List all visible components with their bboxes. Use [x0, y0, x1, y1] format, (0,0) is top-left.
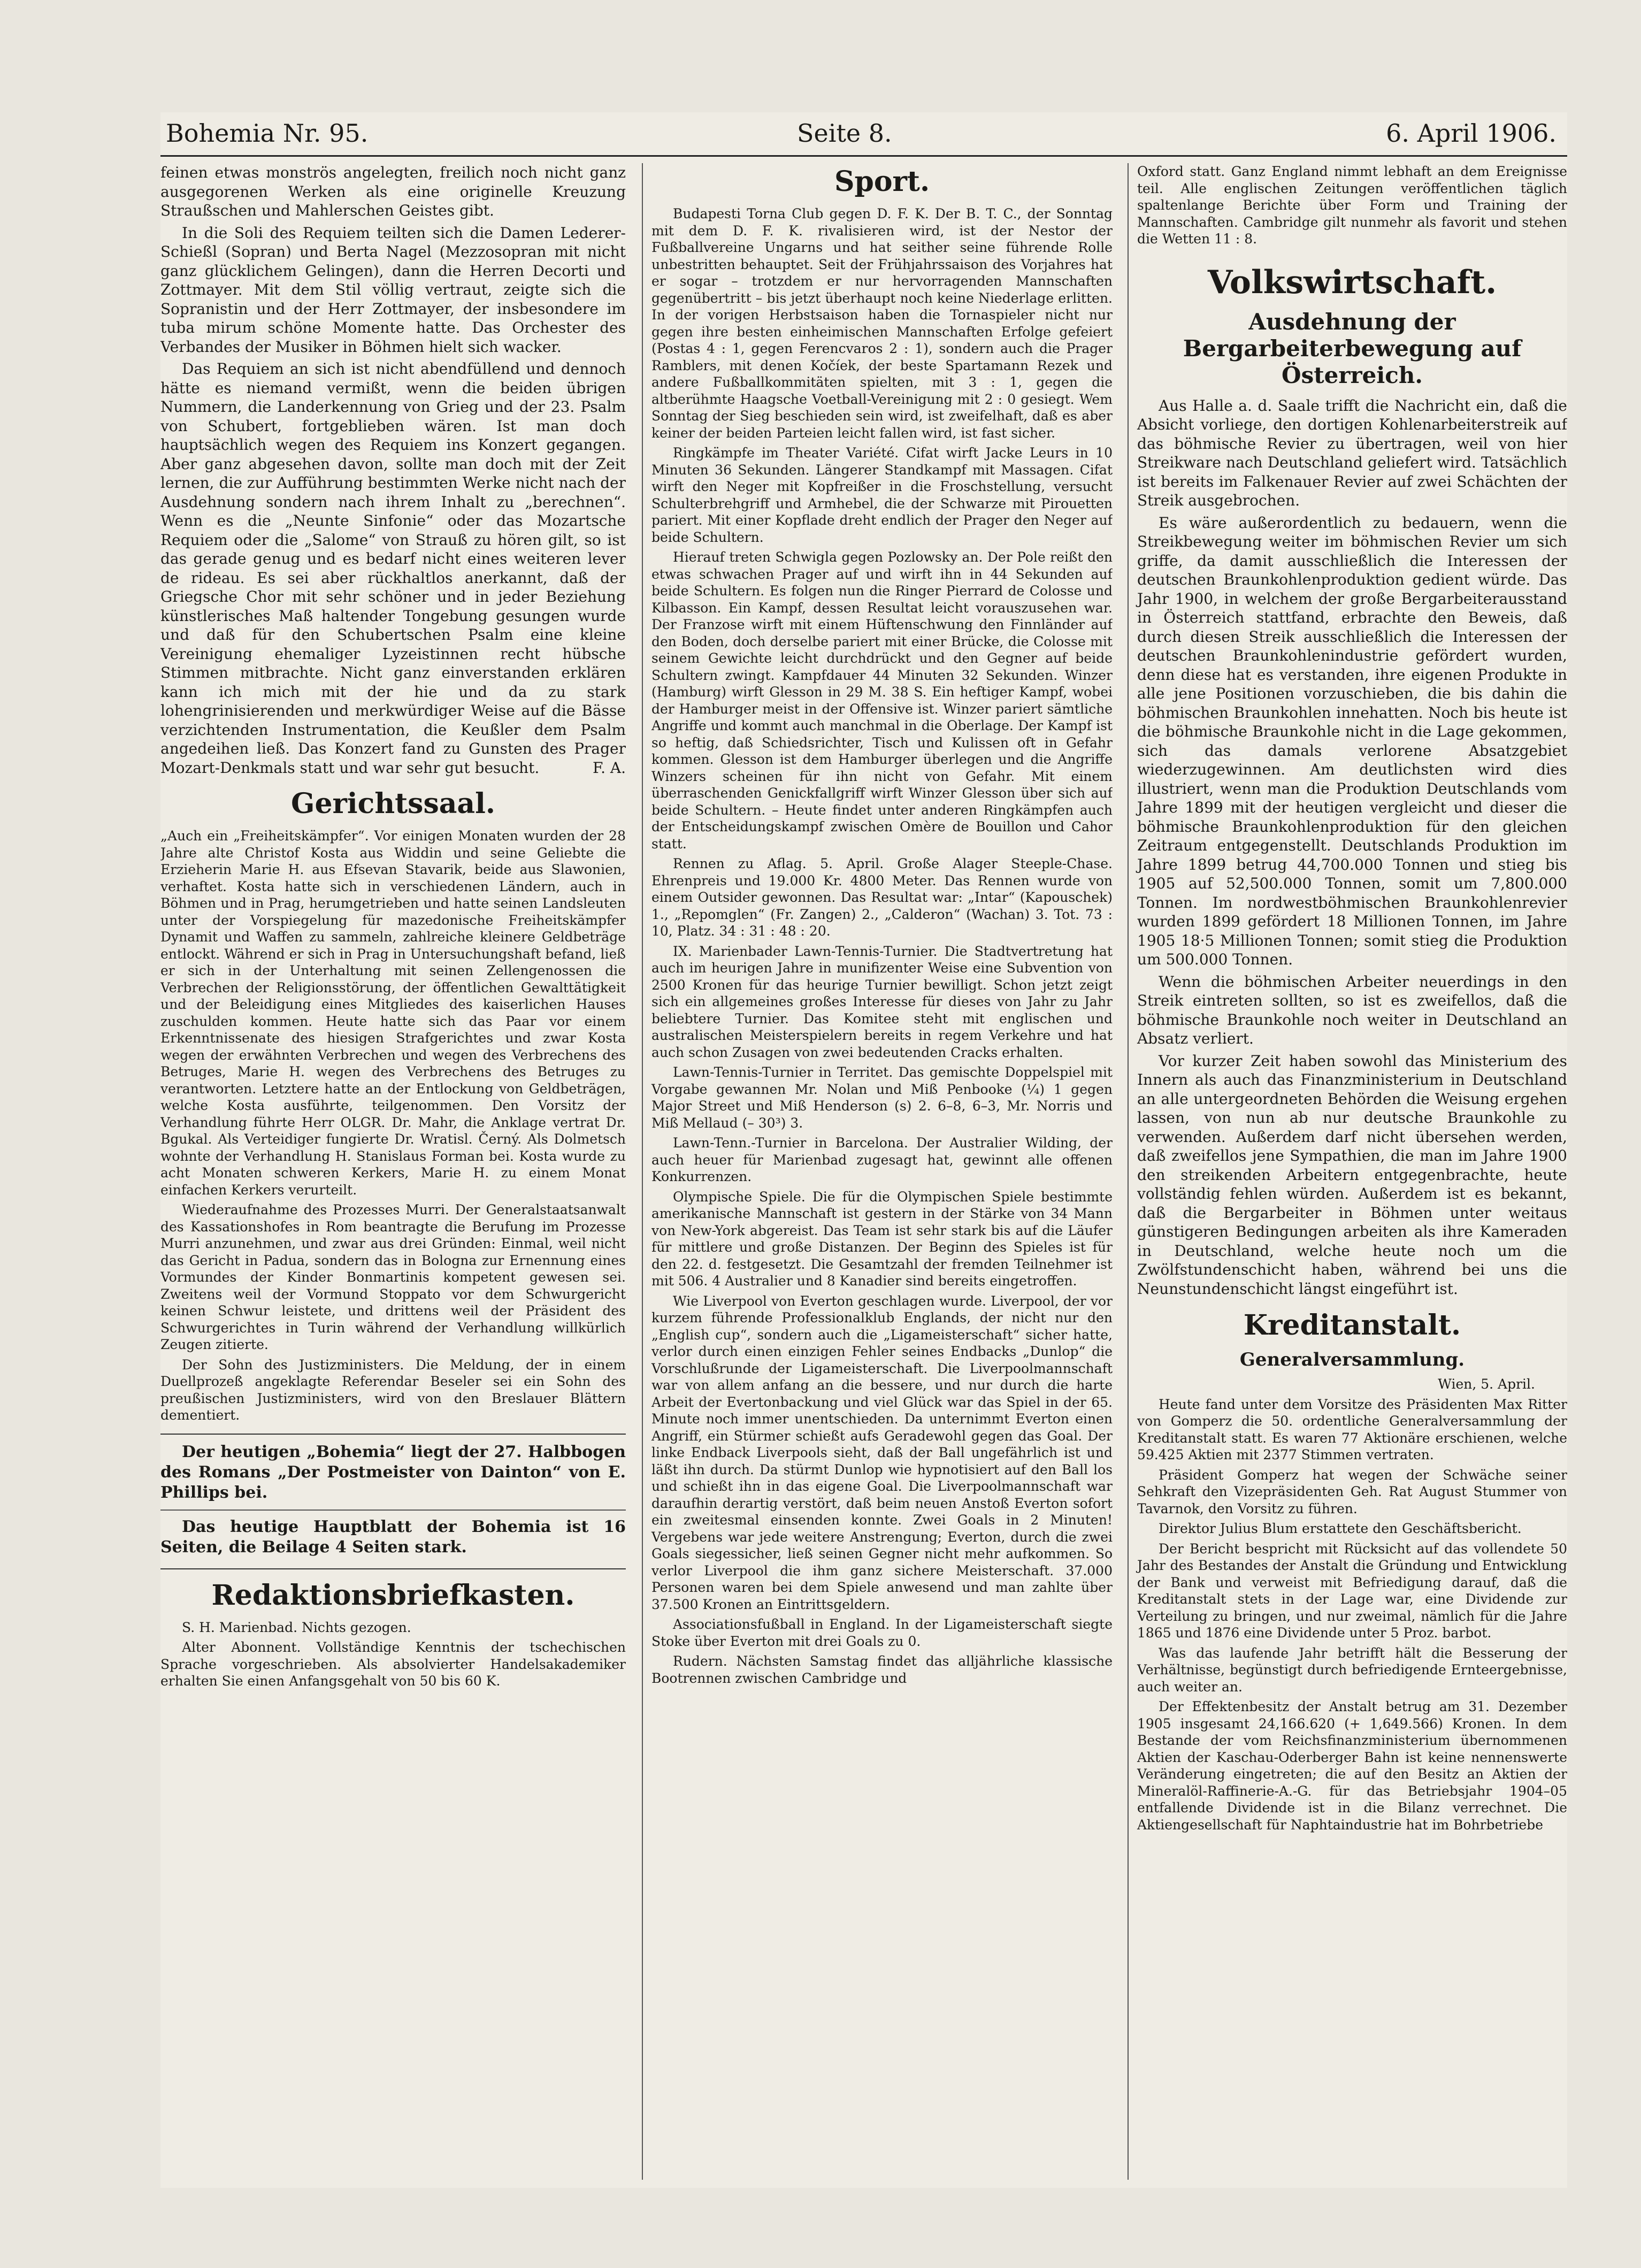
kredit-vorsitz: Heute fand unter dem Vorsitze des Präsidenten Max Ritter von Gomperz die 50. ordentliche Generalversammlung der Kreditanstalt statt. Es waren 77 Aktionäre erschienen, welche 59.425 Aktien mit 2377 Stimmen vertraten.	[1137, 1396, 1567, 1462]
sport-barcelona-tennis: Lawn-Tenn.-Turnier in Barcelona. Der Australier Wilding, der auch heuer für Marienbad zugesagt hat, gewinnt alle offenen Konkurrenzen.	[651, 1135, 1113, 1184]
letterbox-entry-1: S. H. Marienbad. Nichts gezogen.	[182, 1619, 411, 1635]
dateline-wien: Wien, 5. April.	[1438, 1376, 1535, 1392]
music-review-soloists: In die Soli des Requiem teilten sich die Damen Lederer-Schießl (Sopran) und Berta Nagel (Mezzosopran mit nicht ganz glücklichem Gelingen), dann die Herren Decorti und Zottmayer. Mit dem Stil völlig vertraut, zeigte sich die Sopranistin und der Herr Zottmayer, der insbesondere im tuba mirum schöne Momente hatte. Das Orchester des Verbandes der Musiker in Böhmen hielt sich wacker.	[160, 224, 626, 356]
letterbox-entry-2: Alter Abonnent. Vollständige Kenntnis der tschechischen Sprache vorgeschrieben. Als absolvierter Handelsakademiker erhalten Sie einen Anfangsgehalt von 50 bis 60 K.	[160, 1639, 626, 1689]
page-header	[160, 119, 1567, 156]
sport-territet-tennis: Lawn-Tennis-Turnier in Territet. Das gemischte Doppelspiel mit Vorgabe gewannen Mr. Nolan und Miß Penbooke (¼) 1 gegen Major Street und Miß Henderson (s) 2. 6–8, 6–3, Mr. Norris und Miß Mellaud (– 30³) 3.	[651, 1064, 1113, 1131]
review-signature: F. A.	[593, 759, 626, 777]
sport-olympische-spiele: Olympische Spiele. Die für die Olympischen Spiele bestimmte amerikanische Mannschaft ist gestern in der Stärke von 34 Mann von New-York abgereist. Das Team ist sehr stark bis auf die Läufer für mittlere und große Distanzen. Der Beginn des Spieles ist für den 22. d. festgesetzt. Die Gesamtzahl der fremden Teilnehmer ist mit 506. 4 Australier und 8 Kanadier sind bereits eingetroffen.	[651, 1189, 1113, 1289]
notice-page-count: Das heutige Hauptblatt der Bohemia ist 16 Seiten, die Beilage 4 Seiten stark.	[160, 1517, 626, 1557]
column-left	[160, 163, 626, 2180]
kredit-effektenbesitz: Der Effektenbesitz der Anstalt betrug am 31. Dezember 1905 insgesamt 24,166.620 (+ 1,649.566) Kronen. In dem Bestande der vom Reichsfinanzministerium übernommenen Aktien der Kaschau-Oderberger Bahn ist keine nennenswerte Veränderung eingetreten; die auf den Besitz an Aktien der Mineralöl-Raffinerie-A.-G. für das Betriebsjahr 1904–05 entfallende Dividende ist in die Bilanz verrechnet. Die Aktiengesellschaft für Naphtaindustrie hat im Bohrbetriebe	[1137, 1699, 1567, 1833]
economy-braunkohle: Es wäre außerordentlich zu bedauern, wenn die Streikbewegung weiter im böhmischen Revier um sich griffe, da damit ausschließlich die Interessen der deutschen Braunkohlenproduktion gedient würde. Das Jahr 1900, in welchem der große Bergarbeiterausstand in Österreich stattfand, erbrachte den Beweis, daß durch diesen Streik ausschließlich die Interessen der deutschen Braunkohlenindustrie gefördert wurden, denn diese hat es verstanden, ihre eigenen Produkte in alle jene Positionen vorzuschieben, die bis dahin die böhmischen Braunkohlen innehatten. Noch bis heute ist die böhmische Braunkohle nicht in die Lage gekommen, sich das damals verlorene Absatzgebiet wiederzugewinnen. Am deutlichsten wird dies illustriert, wenn man die Produktion Deutschlands vom Jahre 1899 mit der heutigen vergleicht und dieser die böhmische Braunkohlenproduktion für den gleichen Zeitraum entgegenstellt. Deutschlands Produktion im Jahre 1899 betrug 44,700.000 Tonnen und stieg bis 1905 auf 52,500.000 Tonnen, somit um 7,800.000 Tonnen. Im nordwestböhmischen Braunkohlenrevier wurden 1899 gefördert 18 Millionen Tonnen, im Jahre 1905 18·5 Millionen Tonnen; somit stieg die Produktion um 500.000 Tonnen.	[1137, 514, 1567, 968]
economy-ministerium: Vor kurzer Zeit haben sowohl das Ministerium des Innern als auch das Finanzministerium in Deutschland an alle untergeordneten Behörden die Weisung ergehen lassen, von nun ab nur deutsche Braunkohle zu verwenden. Außerdem darf nicht übersehen werden, daß zweifellos jene Sympathien, die man im Jahre 1900 den streikenden Arbeitern entgegenbrachte, heute vollständig fehlen würden. Außerdem ist es bekannt, daß die Bergarbeiter in Böhmen unter weitaus günstigeren Bedingungen arbeiten als ihre Kameraden in Deutschland, welche heute noch um die Zwölfstundenschicht haben, während bei uns die Neunstundenschicht längst eingeführt ist.	[1137, 1052, 1567, 1298]
sport-ringkaempfe-2: Hierauf treten Schwigla gegen Pozlowsky an. Der Pole reißt den etwas schwachen Prager auf und wirft ihn in 44 Sekunden auf beide Schultern. Es folgen nun die Ringer Pierrard de Colosse und Kilbasson. Ein Kampf, dessen Resultat leicht vorauszusehen war. Der Franzose wirft mit einem Hüftenschwung den Finnländer auf den Boden, doch derselbe pariert mit einer Brücke, die Colosse mit seinem Gewichte leicht durchdrückt und den Gegner auf beide Schultern zwingt. Kampfdauer 44 Minuten 32 Sekunden. Winzer (Hamburg) wirft Glesson in 29 M. 38 S. Ein heftiger Kampf, wobei der Hamburger meist in der Offensive ist. Winzer pariert sämtliche Angriffe und kommt auch manchmal in die Oberlage. Der Kampf ist so heftig, daß Schiedsrichter, Tisch und Kulissen oft in Gefahr kommen. Glesson ist dem Hamburger überlegen und die Angriffe Winzers scheinen für ihn nicht von Gefahr. Mit einem überraschenden Genickfallgriff wirft Winzer Glesson über sich auf beide Schultern. – Heute findet unter anderen Ringkämpfen auch der Entscheidungskampf zwischen Omère de Bouillon und Cahor statt.	[651, 549, 1113, 852]
court-freiheitskaempfer: „Auch ein „Freiheitskämpfer“. Vor einigen Monaten wurden der 28 Jahre alte Christof Kosta aus Widdin und seine Geliebte die Erzieherin Marie H. aus Efsevan Stavarik, beide aus Slawonien, verhaftet. Kosta hatte sich in verschiedenen Ländern, auch in Böhmen und in Prag, herumgetrieben und hatte seinen Landsleuten unter der Vorspiegelung für mazedonische Freiheitskämpfer Dynamit und Waffen zu sammeln, zahlreiche kleinere Geldbeträge entlockt. Während er sich in Prag in Untersuchungshaft befand, ließ er sich in der Unterhaltung mit seinen Zellengenossen die Verbrechen der Religionsstörung, der öffentlichen Gewalttätigkeit und der Beleidigung eines Mitgliedes des kaiserlichen Hauses zuschulden kommen. Heute hatte sich das Paar vor einem Erkenntnissenate des hiesigen Strafgerichtes und zwar Kosta wegen der erwähnten Verbrechen und wegen des Verbrechens des Betruges, Marie H. wegen des Verbrechens des Betruges zu verantworten. Letztere hatte an der Entlockung von Geldbeträgen, welche Kosta ausführte, teilgenommen. Den Vorsitz der Verhandlung führte Herr OLGR. Dr. Mahr, die Anklage vertrat Dr. Bgukal. Als Verteidiger fungierte Dr. Wratisl. Černý. Als Dolmetsch wohnte der Verhandlung H. Stanislaus Forman bei. Kosta wurde zu acht Monaten schweren Kerkers, Marie H. zu einem Monat einfachen Kerkers verurteilt.	[160, 828, 626, 1198]
music-review-continued: feinen etwas monströs angelegten, freilich noch nicht ganz ausgegorenen Werken als eine originelle Kreuzung Straußschen und Mahlerschen Geistes gibt.	[160, 164, 626, 219]
notice-box	[160, 1434, 626, 1569]
article-subtitle-generalversammlung: Generalversammlung.	[1239, 1349, 1465, 1370]
header-date: 6. April 1906.	[1386, 119, 1556, 148]
section-title-kreditanstalt: Kreditanstalt.	[1243, 1309, 1461, 1342]
economy-absatz: Wenn die böhmischen Arbeiter neuerdings in den Streik eintreten sollten, so ist es zweifellos, daß die böhmische Braunkohle noch weiter in Deutschland an Absatz verliert.	[1137, 972, 1567, 1047]
kredit-blum: Direktor Julius Blum erstattete den Geschäftsbericht.	[1159, 1521, 1522, 1536]
sport-rudern: Rudern. Nächsten Samstag findet das alljährliche klassische Bootrennen zwischen Cambridge und	[651, 1653, 1113, 1686]
section-title-gerichtssaal: Gerichtssaal.	[291, 787, 495, 820]
kredit-laufendes-jahr: Was das laufende Jahr betrifft hält die Besserung der Verhältnisse, begünstigt durch befriedigende Ernteergebnisse, auch weiter an.	[1137, 1645, 1567, 1695]
header-masthead: Bohemia Nr. 95.	[166, 119, 369, 148]
court-justizminister: Der Sohn des Justizministers. Die Meldung, der in einem Duellprozeß angeklagte Referendar Beseler sei ein Sohn des preußischen Justizministers, wird von den Breslauer Blättern dementiert.	[160, 1357, 626, 1423]
sport-liverpool-everton: Wie Liverpool von Everton geschlagen wurde. Liverpool, der vor kurzem führende Professionalklub Englands, der nicht nur den „English cup“, sondern auch die „Ligameisterschaft“ sicher hatte, verlor durch einen einzigen Fehler seines Endbacks „Dunlop“ die Vorschlußrunde der Ligameisterschaft. Die Liverpoolmannschaft war von allem anfang an die bessere, und nur durch die harte Arbeit der Evertonbackung und viel Glück war das Spiel in der 65. Minute noch immer unentschieden. Da unternimmt Everton einen Angriff, ein Stürmer schießt aufs Geradewohl gegen das Goal. Der linke Endback Liverpools sieht, daß der Ball ungefährlich ist und läßt ihn durch. Da stürmt Dunlop wie hypnotisiert auf den Ball los und schießt ihn in das eigene Goal. Die Liverpoolmannschaft war daraufhin derartig verstört, daß beim neuen Anstoß Everton sofort ein zweitesmal einsenden konnte. Zwei Goals in 2 Minuten! Vergebens war jede weitere Anstrengung; Everton, durch die zwei Goals siegessicher, ließ seinen Gegner nicht mehr aufkommen. So verlor Liverpool die ihm ganz sichere Meisterschaft. 37.000 Personen waren bei dem Spiele anwesend und man zahlte über 37.500 Kronen an Eintrittsgeldern.	[651, 1293, 1113, 1612]
header-page-number: Seite 8.	[797, 119, 892, 148]
section-title-sport: Sport.	[834, 165, 930, 198]
column-right	[1128, 163, 1567, 2180]
article-title-bergarbeiter: Ausdehnung der Bergarbeiterbewegung auf Österreich.	[1183, 308, 1522, 388]
newspaper-page	[160, 112, 1567, 2188]
notice-novel-supplement: Der heutigen „Bohemia“ liegt der 27. Halbbogen des Romans „Der Postmeister von Dainton“ von E. Phillips bei.	[160, 1442, 626, 1502]
column-middle	[642, 163, 1113, 2180]
kredit-gomperz: Präsident Gomperz hat wegen der Schwäche seiner Sehkraft den Vizepräsidenten Geh. Rat August Stummer von Tavarnok, den Vorsitz zu führen.	[1137, 1467, 1567, 1516]
sport-rudern-continued: Oxford statt. Ganz England nimmt lebhaft an dem Ereignisse teil. Alle englischen Zeitungen veröffentlichen täglich spaltenlange Berichte über Form und Training der Mannschaften. Cambridge gilt nunmehr als favorit und stehen die Wetten 11 : 8.	[1137, 164, 1567, 247]
sport-marienbad-tennis: IX. Marienbader Lawn-Tennis-Turnier. Die Stadtvertretung hat auch im heurigen Jahre in munifizenter Weise eine Subvention von 2500 Kronen für das heurige Turnier bewilligt. Schon jetzt zeigt sich ein allgemeines großes Interesse für dieses von Jahr zu Jahr beliebtere Turnier. Das Komitee steht mit englischen und australischen Meisterspielern bereits in regem Verkehre und hat auch schon Zusagen von zwei bedeutenden Cracks erhalten.	[651, 943, 1113, 1060]
notice-divider	[160, 1510, 626, 1511]
court-murri: Wiederaufnahme des Prozesses Murri. Der Generalstaatsanwalt des Kassationshofes in Rom beantragte die Berufung im Prozesse Murri anzunehmen, und zwar aus drei Gründen: Einmal, weil nicht das Gericht in Padua, sondern das in Bologna zur Ernennung eines Vormundes der Kinder Bonmartinis kompetent gewesen sei. Zweitens weil der Vormund Stoppato vor dem Schwurgericht keinen Schwur leistete, und drittens weil der Präsident des Schwurgerichtes in Turin während der Verhandlung willkürlich Zeugen zitierte.	[160, 1202, 626, 1352]
section-title-volkswirtschaft: Volkswirtschaft.	[1207, 263, 1497, 301]
kredit-bericht: Der Bericht bespricht mit Rücksicht auf das vollendete 50 Jahr des Bestandes der Anstalt die Gründung und Entwicklung der Bank und verweist mit Befriedigung darauf, daß die Kreditanstalt stets in der Lage war, eine Dividende zur Verteilung zu bringen, und nur zweimal, nämlich für die Jahre 1865 und 1876 eine Dividende unter 5 Proz. barbot.	[1137, 1541, 1567, 1641]
sport-budapesti: Budapesti Torna Club gegen D. F. K. Der B. T. C., der Sonntag mit dem D. F. K. rivalisieren wird, ist der Nestor der Fußballvereine Ungarns und hat seither seine führende Rolle unbestritten behauptet. Seit der Frühjahrssaison des Vorjahres hat er sogar – trotzdem er nur hervorragenden Mannschaften gegenübertritt – bis jetzt überhaupt noch keine Niederlage erlitten. In der vorigen Herbstsaison haben die Tornaspieler nicht nur gegen ihre besten einheimischen Mannschaften Erfolge gefeiert (Postas 4 : 1, gegen Ferencvaros 2 : 1), sondern auch die Prager Ramblers, mit denen Kočíek, der beste Spartamann Rezek und andere Fußballkommitäten spielten, mit 3 : 1, gegen die altberühmte Haagsche Voetball-Vereinigung mit 2 : 0 gesiegt. Wem Sonntag der Sieg beschieden sein wird, ist zweifelhaft, daß es aber keiner der beiden Parteien leicht fallen wird, ist fast sicher.	[651, 206, 1113, 441]
sport-rennen-alag: Rennen zu Aflag. 5. April. Große Alager Steeple-Chase. Ehrenpreis und 19.000 Kr. 4800 Meter. Das Rennen wurde von einem Outsider gewonnen. Das Resultat war: „Intar“ (Kapouschek) 1., „Repomglen“ (Fr. Zangen) 2., „Calderon“ (Wachan) 3. Tot. 73 : 10, Platz. 34 : 31 : 48 : 20.	[651, 856, 1113, 939]
section-title-briefkasten: Redaktionsbriefkasten.	[211, 1579, 575, 1612]
economy-streik-nachricht: Aus Halle a. d. Saale trifft die Nachricht ein, daß die Absicht vorliege, den dortigen Kohlenarbeiterstreik auf das böhmische Revier zu übertragen, weil von hier Streikware nach Deutschland geliefert wird. Tatsächlich ist bereits im Falkenauer Revier auf zwei Schächten der Streik ausgebrochen.	[1137, 396, 1567, 509]
sport-ringkaempfe: Ringkämpfe im Theater Variété. Cifat wirft Jacke Leurs in 10 Minuten 36 Sekunden. Längerer Standkampf mit Massagen. Cifat wirft den Neger mit Kopfreißer in die Froschstellung, versucht Schulterbrehgriff und Armhebel, die der Schwarze mit Pirouetten pariert. Mit einer Kopflade dreht endlich der Prager den Neger auf beide Schultern.	[651, 445, 1113, 545]
sport-association-football: Associationsfußball in England. In der Ligameisterschaft siegte Stoke über Everton mit drei Goals zu 0.	[651, 1616, 1113, 1649]
header-rule	[160, 155, 1567, 157]
music-review-requiem: Das Requiem an sich ist nicht abendfüllend und dennoch hätte es niemand vermißt, wenn die beiden übrigen Nummern, die Landerkennung von Grieg und der 23. Psalm von Schubert, fortgeblieben wären. Ist man doch hauptsächlich wegen des Requiem ins Konzert gegangen. Aber ganz abgesehen davon, sollte man doch mit der Zeit lernen, die zur Aufführung bestimmten Werke nicht nach der Ausdehnung sondern nach ihrem Inhalt zu „berechnen“. Wenn es die „Neunte Sinfonie“ oder das Mozartsche Requiem oder die „Salome“ von Strauß zu hören gilt, so ist das gerade genug und es bedarf nicht eines weiteren lever de rideau. Es sei aber rückhaltlos anerkannt, daß der Griegsche Chor mit sehr schöner und in jeder Beziehung künstlerisches Maß haltender Tongebung gesungen wurde und daß für den Schubertschen Psalm eine kleine Vereinigung ehemaliger Lyzeistinnen recht hübsche Stimmen mitbrachte. Nicht ganz einverstanden erklären kann ich mich mit der hie und da zu stark lohengrinisierenden und merkwürdiger Weise auf die Bässe verzichtenden Instrumentation, die Keußler dem Psalm angedeihen ließ. Das Konzert fand zu Gunsten des Prager Mozart-Denkmals statt und war sehr gut besucht.	[160, 360, 626, 777]
